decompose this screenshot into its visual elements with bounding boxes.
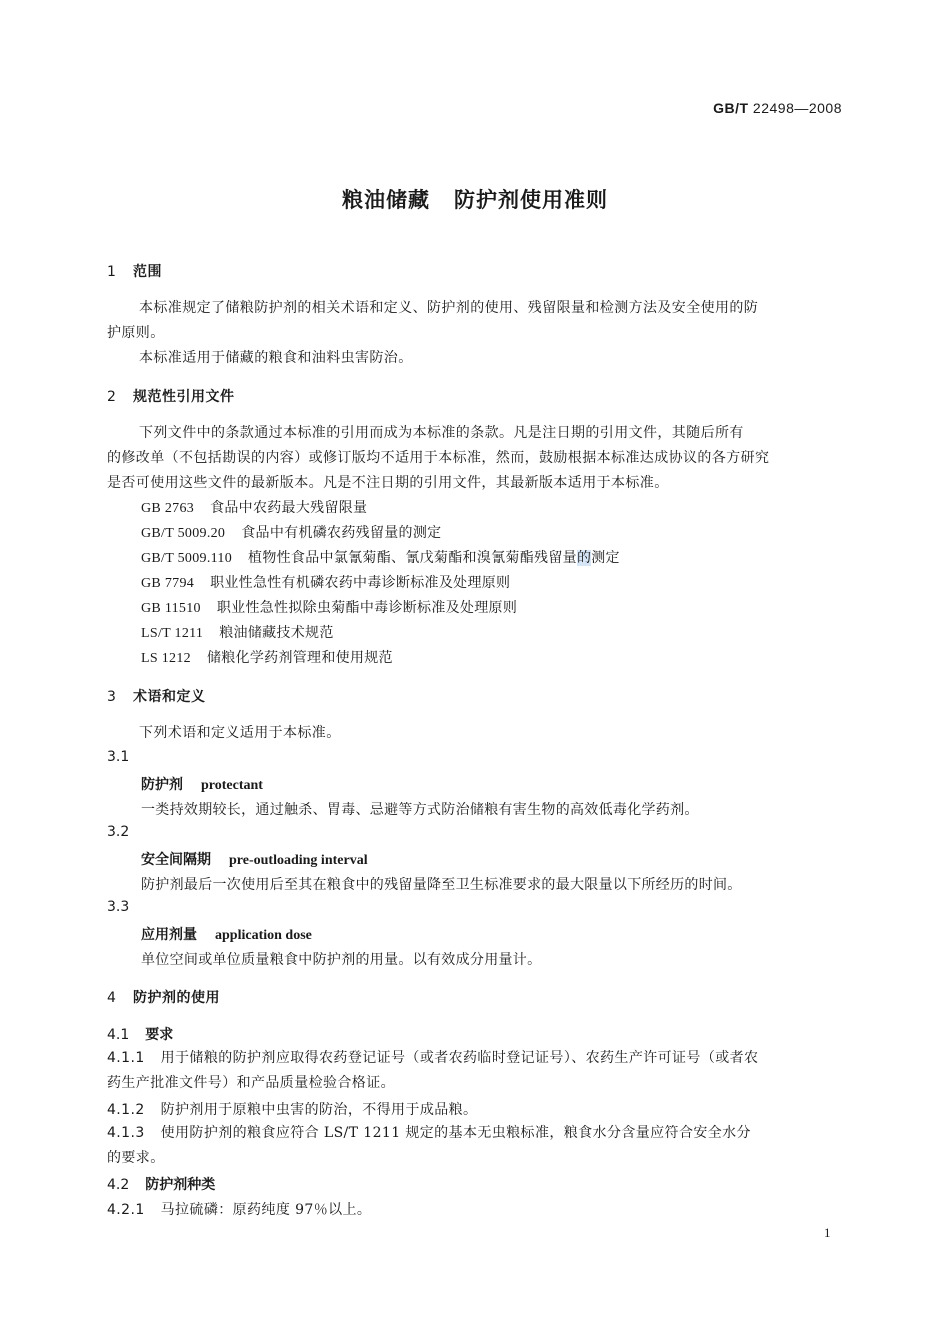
reference-item: GB 11510 职业性急性拟除虫菊酯中毒诊断标准及处理原则 (141, 600, 518, 616)
subsection-4-1-heading: 4.1 要求 (107, 1027, 174, 1043)
term-entry: 安全间隔期 pre-outloading interval (141, 852, 368, 868)
section-1-heading: 1 范围 (107, 264, 162, 280)
reference-item: GB/T 5009.110 植物性食品中氯氰菊酯、氰戊菊酯和溴氰菊酯残留量的测定 (141, 550, 620, 566)
section-2-heading: 2 规范性引用文件 (107, 389, 235, 405)
page-number: 1 (824, 1225, 831, 1240)
page-title (0, 184, 950, 214)
clause-4-2-1: 4.2.1 马拉硫磷：原药纯度 97％以上。 (107, 1202, 372, 1218)
title-part1: 粮油储藏 (342, 188, 430, 212)
standard-prefix: GB/T (713, 100, 749, 116)
clause-4-1-3: 4.1.3 使用防护剂的粮食应符合 LS/T 1211 规定的基本无虫粮标准，粮食水分含量应符合安全水分 的要求。 (107, 1125, 751, 1166)
term-definition: 单位空间或单位质量粮食中防护剂的用量。以有效成分用量计。 (141, 952, 542, 968)
clause-4-1-1: 4.1.1 用于储粮的防护剂应取得农药登记证号（或者农药临时登记证号）、农药生产许可证号（或者农 药生产批准文件号）和产品质量检验合格证。 (107, 1050, 759, 1091)
subsection-4-2-heading: 4.2 防护剂种类 (107, 1177, 216, 1193)
section-1-paragraph-2: 本标准适用于储藏的粮食和油料虫害防治。 (139, 350, 413, 366)
section-1-paragraph-1: 本标准规定了储粮防护剂的相关术语和定义、防护剂的使用、残留限量和检测方法及安全使用的防 护原则。 (107, 300, 759, 341)
text-highlight: 的 (576, 550, 592, 566)
term-definition: 防护剂最后一次使用后至其在粮食中的残留量降至卫生标准要求的最大限量以下所经历的时间。 (141, 877, 742, 893)
term-entry: 应用剂量 application dose (141, 927, 312, 943)
term-number: 3.1 (107, 749, 130, 765)
term-number: 3.3 (107, 899, 130, 915)
term-entry: 防护剂 protectant (141, 777, 263, 793)
reference-item: GB 7794 职业性急性有机磷农药中毒诊断标准及处理原则 (141, 575, 511, 591)
section-3-heading: 3 术语和定义 (107, 689, 206, 705)
clause-4-1-2: 4.1.2 防护剂用于原粮中虫害的防治，不得用于成品粮。 (107, 1102, 478, 1118)
section-2-paragraph: 下列文件中的条款通过本标准的引用而成为本标准的条款。凡是注日期的引用文件，其随后所有 的修改单（不包括勘误的内容）或修订版均不适用于本标准，然而，鼓励根据本标准达成协议的各方研究 是否可使用这些文件的最新版本。凡是不注日期的引用文件，其最新版本适用于本标准。 (107, 425, 770, 491)
reference-item: LS 1212 储粮化学药剂管理和使用规范 (141, 650, 393, 666)
standard-number (713, 100, 842, 116)
section-4-heading: 4 防护剂的使用 (107, 990, 220, 1006)
section-3-intro: 下列术语和定义适用于本标准。 (139, 725, 341, 741)
reference-item: LS/T 1211 粮油储藏技术规范 (141, 625, 334, 641)
standard-code: 22498—2008 (752, 100, 842, 116)
title-part2: 防护剂使用准则 (454, 188, 608, 212)
reference-item: GB 2763 食品中农药最大残留限量 (141, 500, 368, 516)
reference-item: GB/T 5009.20 食品中有机磷农药残留量的测定 (141, 525, 442, 541)
term-definition: 一类持效期较长，通过触杀、胃毒、忌避等方式防治储粮有害生物的高效低毒化学药剂。 (141, 802, 699, 818)
term-number: 3.2 (107, 824, 130, 840)
